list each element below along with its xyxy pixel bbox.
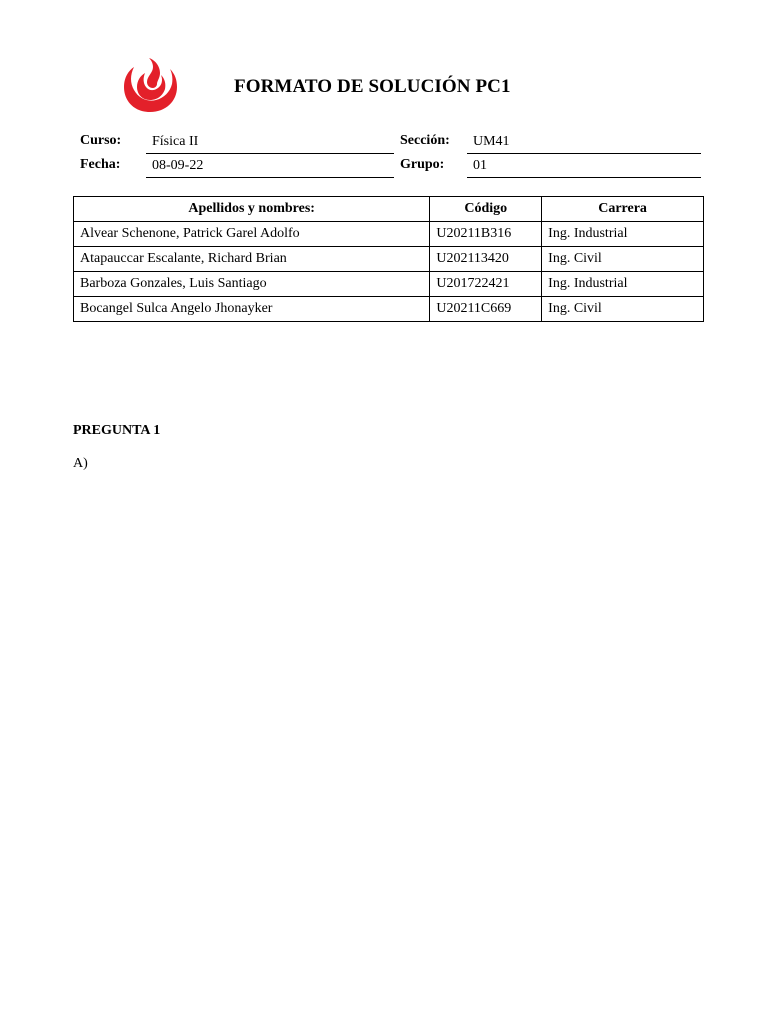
group-label: Grupo: <box>400 157 445 172</box>
header-career: Carrera <box>542 197 704 222</box>
member-name: Atapauccar Escalante, Richard Brian <box>74 247 430 272</box>
table-row <box>74 222 704 247</box>
member-code: U202113420 <box>430 247 542 272</box>
group-value: 01 <box>467 157 701 178</box>
member-name: Alvear Schenone, Patrick Garel Adolfo <box>74 222 430 247</box>
member-name: Barboza Gonzales, Luis Santiago <box>74 272 430 297</box>
course-label: Curso: <box>80 133 122 148</box>
member-career: Ing. Industrial <box>542 222 704 247</box>
course-value: Física II <box>146 133 394 154</box>
member-career: Ing. Civil <box>542 297 704 322</box>
university-logo-icon <box>120 56 180 114</box>
section-label: Sección: <box>400 133 450 148</box>
members-table <box>73 196 704 322</box>
member-code: U201722421 <box>430 272 542 297</box>
date-label: Fecha: <box>80 157 121 172</box>
section-value: UM41 <box>467 133 701 154</box>
date-value: 08-09-22 <box>146 157 394 178</box>
subpart-label: A) <box>73 456 88 471</box>
question-title: PREGUNTA 1 <box>73 423 161 438</box>
member-code: U20211C669 <box>430 297 542 322</box>
table-row <box>74 272 704 297</box>
member-name: Bocangel Sulca Angelo Jhonayker <box>74 297 430 322</box>
table-header-row <box>74 197 704 222</box>
header-names: Apellidos y nombres: <box>74 197 430 222</box>
table-row <box>74 247 704 272</box>
page-title: FORMATO DE SOLUCIÓN PC1 <box>234 76 511 97</box>
member-code: U20211B316 <box>430 222 542 247</box>
member-career: Ing. Industrial <box>542 272 704 297</box>
header-code: Código <box>430 197 542 222</box>
member-career: Ing. Civil <box>542 247 704 272</box>
table-row <box>74 297 704 322</box>
